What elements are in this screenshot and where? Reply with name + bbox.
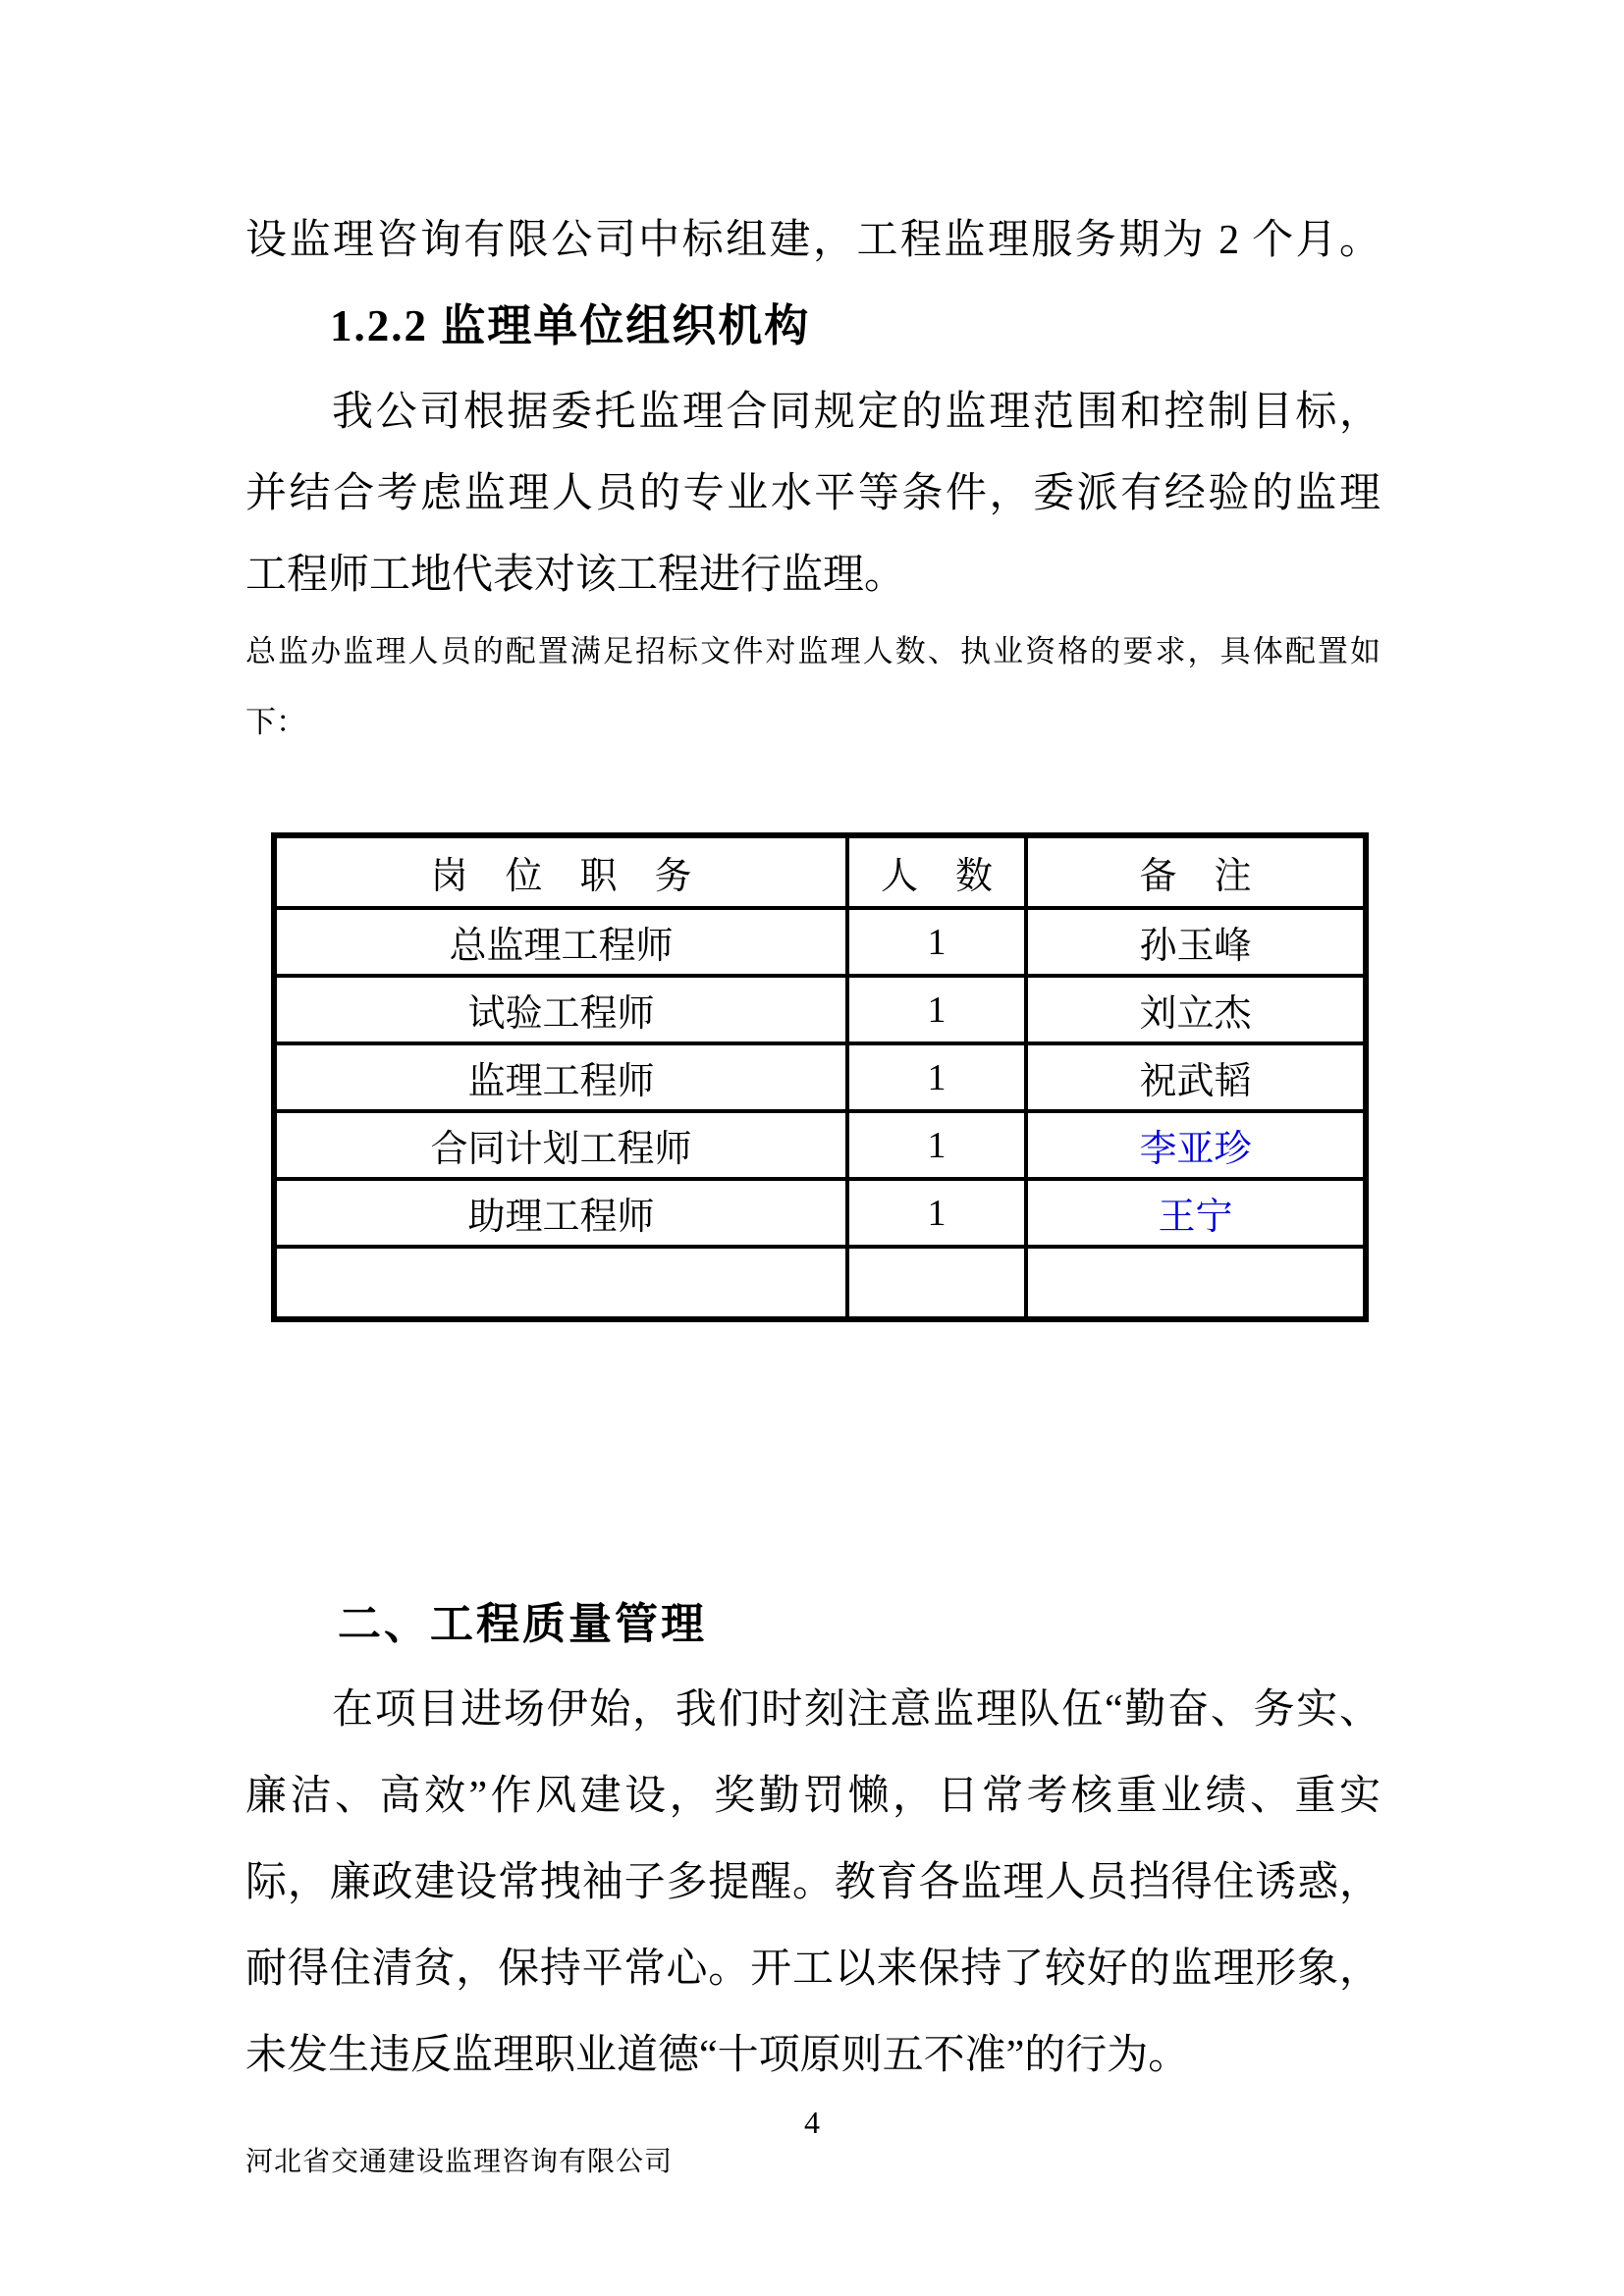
staff-table <box>271 832 1369 1322</box>
paragraph-line: 廉洁、高效”作风建设，奖勤罚懒，日常考核重业绩、重实 <box>245 1774 1380 1819</box>
position-cell: 助理工程师 <box>274 1179 847 1247</box>
table-header-row <box>274 835 1366 908</box>
paragraph-staffing-note <box>245 616 1380 758</box>
position-cell: 合同计划工程师 <box>274 1111 847 1179</box>
section-heading-quality-management: 二、工程质量管理 <box>338 1600 707 1648</box>
page-number: 4 <box>804 2105 820 2140</box>
count-cell: 1 <box>847 908 1026 976</box>
position-cell: 试验工程师 <box>274 976 847 1043</box>
note-cell <box>1026 1247 1366 1319</box>
note-cell: 刘立杰 <box>1026 976 1366 1043</box>
paragraph-line: 并结合考虑监理人员的专业水平等条件，委派有经验的监理 <box>245 471 1380 516</box>
count-cell: 1 <box>847 1179 1026 1247</box>
count-cell: 1 <box>847 1043 1026 1111</box>
table-header-position: 岗 位 职 务 <box>274 835 847 908</box>
count-cell: 1 <box>847 1111 1026 1179</box>
note-cell: 祝武韬 <box>1026 1043 1366 1111</box>
section-heading-1-2-2: 1.2.2 监理单位组织机构 <box>330 301 811 350</box>
paragraph-line: 际，廉政建设常拽袖子多提醒。教育各监理人员挡得住诱惑， <box>245 1860 1380 1905</box>
paragraph-line: 在项目进场伊始，我们时刻注意监理队伍“勤奋、务实、 <box>332 1687 1380 1733</box>
note-cell: 李亚珍 <box>1026 1111 1366 1179</box>
table-header-note: 备 注 <box>1026 835 1366 908</box>
table-row <box>274 1179 1366 1247</box>
table-row <box>274 1043 1366 1111</box>
footer-company-name: 河北省交通建设监理咨询有限公司 <box>245 2147 674 2177</box>
paragraph-quality <box>245 1667 1380 2099</box>
paragraph-line: 我公司根据委托监理合同规定的监理范围和控制目标， <box>332 390 1380 435</box>
paragraph-continuation-line: 设监理咨询有限公司中标组建，工程监理服务期为 2 个月。 <box>245 218 1380 263</box>
position-cell: 监理工程师 <box>274 1043 847 1111</box>
note-cell: 王宁 <box>1026 1179 1366 1247</box>
paragraph-line: 未发生违反监理职业道德“十项原则五不准”的行为。 <box>245 2033 1190 2078</box>
position-cell: 总监理工程师 <box>274 908 847 976</box>
position-cell <box>274 1247 847 1319</box>
table-row <box>274 976 1366 1043</box>
count-cell <box>847 1247 1026 1319</box>
note-cell: 孙玉峰 <box>1026 908 1366 976</box>
table-row <box>274 1111 1366 1179</box>
paragraph-line: 总监办监理人员的配置满足招标文件对监理人数、执业资格的要求，具体配置如 <box>245 634 1380 668</box>
paragraph-line: 工程师工地代表对该工程进行监理。 <box>245 553 906 598</box>
paragraph-line: 下： <box>245 705 306 739</box>
table-row-empty <box>274 1247 1366 1319</box>
table-row <box>274 908 1366 976</box>
count-cell: 1 <box>847 976 1026 1043</box>
table-header-count: 人 数 <box>847 835 1026 908</box>
paragraph-organization <box>245 372 1380 616</box>
paragraph-line: 耐得住清贫，保持平常心。开工以来保持了较好的监理形象， <box>245 1947 1380 1992</box>
